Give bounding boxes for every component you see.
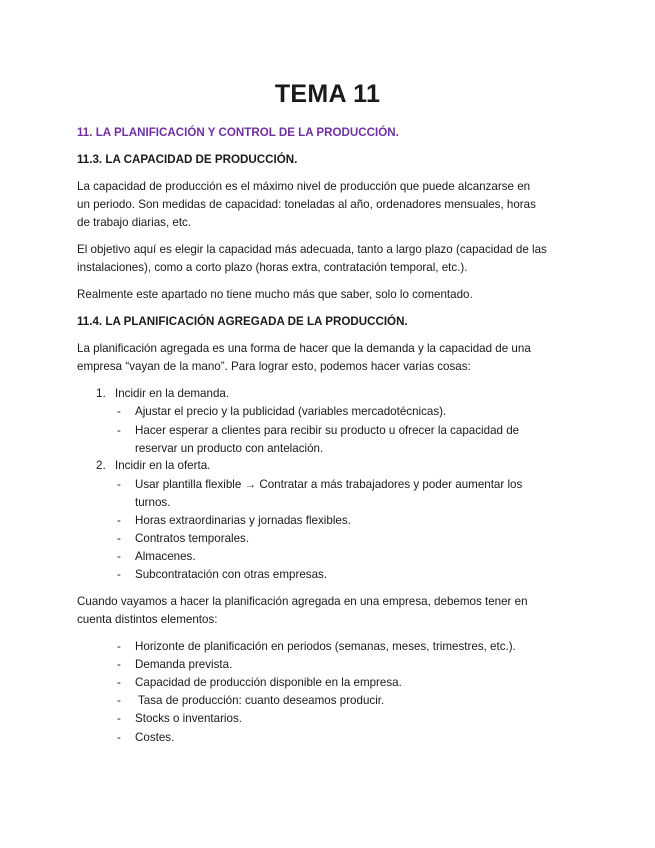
text-line: La capacidad de producción es el máximo nivel de producción que puede alcanzarse en [77, 180, 531, 193]
paragraph-capacity-objective [77, 241, 587, 277]
section-heading: 11. LA PLANIFICACIÓN Y CONTROL DE LA PRODUCCIÓN. [77, 126, 399, 139]
list-item: - Ajustar el precio y la publicidad (variables mercadotécnicas). [117, 405, 447, 418]
text-line: La planificación agregada es una forma de hacer que la demanda y la capacidad de una [77, 342, 531, 355]
text-line: un periodo. Son medidas de capacidad: toneladas al año, ordenadores mensuales, horas [77, 198, 536, 212]
list-item: - Tasa de producción: cuanto deseamos producir. [117, 694, 385, 707]
numbered-item-supply [96, 457, 210, 475]
item-text: Incidir en la oferta. [115, 459, 211, 472]
text-line: El objetivo aquí es elegir la capacidad más adecuada, tanto a largo plazo (capacidad de las [77, 243, 547, 256]
list-item: - Stocks o inventarios. [117, 712, 242, 725]
text-line: cuenta distintos elementos: [77, 613, 218, 627]
list-item: - Contratos temporales. [117, 532, 250, 545]
text-line: Cuando vayamos a hacer la planificación agregada en una empresa, debemos tener en [77, 595, 528, 608]
numbered-item-demand [96, 385, 229, 403]
text-line: empresa “vayan de la mano”. Para lograr esto, podemos hacer varias cosas: [77, 360, 471, 374]
list-item-continuation: turnos. [135, 496, 171, 509]
text-line: instalaciones), como a corto plazo (horas extra, contratación temporal, etc.). [77, 261, 468, 275]
list-item: - Almacenes. [117, 550, 196, 563]
list-item: - Costes. [117, 731, 175, 744]
paragraph-aggregate-definition [77, 340, 587, 376]
list-item: - Horas extraordinarias y jornadas flexibles. [117, 514, 351, 527]
paragraph-capacity-definition [77, 178, 587, 233]
item-number: 1. [96, 387, 106, 400]
list-item: - Usar plantilla flexible → Contratar a más trabajadores y poder aumentar los [117, 478, 523, 491]
subsection-heading-capacity: 11.3. LA CAPACIDAD DE PRODUCCIÓN. [77, 153, 298, 166]
list-item: - Capacidad de producción disponible en la empresa. [117, 676, 402, 689]
list-item: - Subcontratación con otras empresas. [117, 568, 328, 581]
subsection-heading-aggregate: 11.4. LA PLANIFICACIÓN AGREGADA DE LA PRODUCCIÓN. [77, 315, 408, 328]
page-title: TEMA 11 [274, 80, 381, 108]
list-item: - Hacer esperar a clientes para recibir su producto u ofrecer la capacidad de [117, 424, 520, 437]
paragraph-capacity-note: Realmente este apartado no tiene mucho más que saber, solo lo comentado. [77, 288, 473, 301]
list-item: - Demanda prevista. [117, 658, 233, 671]
paragraph-aggregate-elements-intro [77, 593, 587, 629]
text-line: de trabajo diarias, etc. [77, 216, 192, 230]
list-item-continuation: reservar un producto con antelación. [135, 442, 324, 455]
item-text: Incidir en la demanda. [115, 387, 230, 400]
item-number: 2. [96, 459, 106, 472]
list-item: - Horizonte de planificación en periodos (semanas, meses, trimestres, etc.). [117, 640, 516, 653]
